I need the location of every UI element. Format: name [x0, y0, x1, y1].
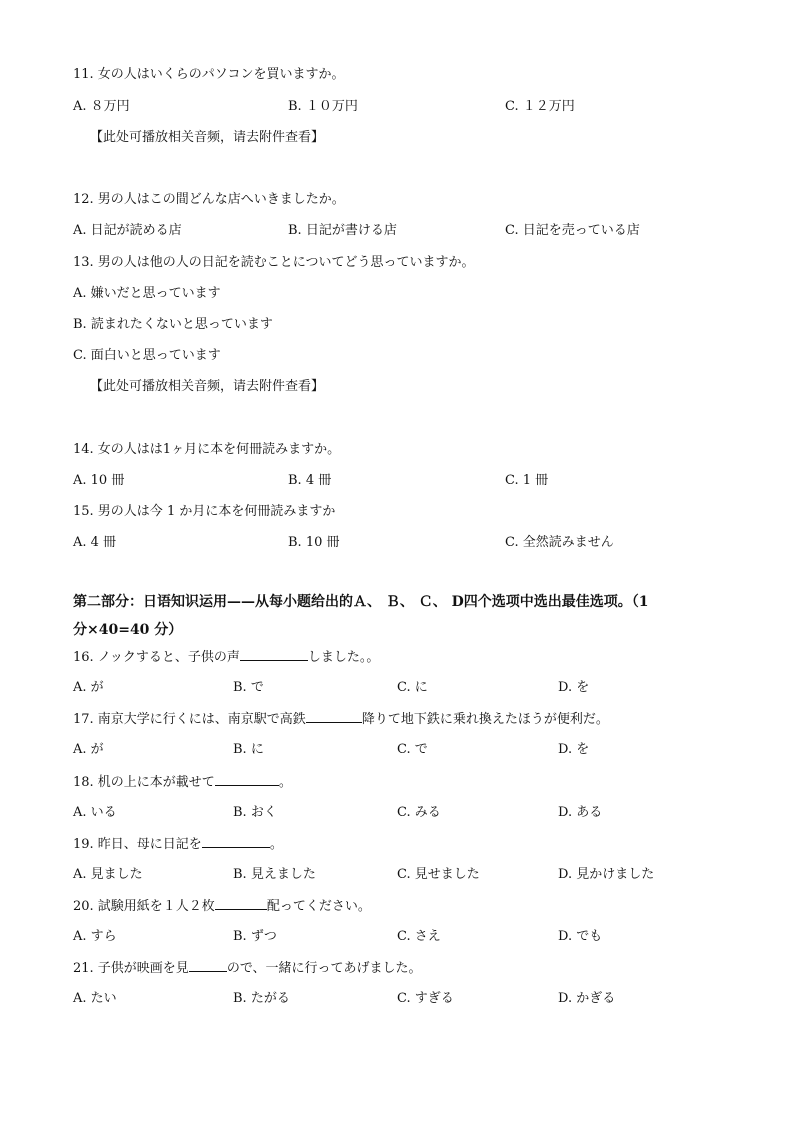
- question-text: 18. 机の上に本が載せて: [73, 775, 215, 790]
- question-text: 。: [269, 837, 283, 852]
- option-c: C. 面白いと思っています: [73, 348, 221, 363]
- question-text: 配ってください。: [266, 899, 371, 914]
- answer-blank: [240, 648, 308, 661]
- question-11: 11. 女の人はいくらのパソコンを買いますか。: [73, 67, 345, 82]
- section-heading-line1: 第二部分：日语知识运用——从每小题给出的Ａ、 Ｂ、 Ｃ、 D四个选项中选出最佳选项。（1: [73, 594, 649, 610]
- answer-blank: [306, 710, 362, 723]
- option-c: C. 全然読みません: [505, 535, 614, 550]
- option-c: C. さえ: [397, 929, 441, 944]
- option-b: B. 見えました: [233, 867, 316, 882]
- question-text: 19. 昨日、母に日記を: [73, 837, 202, 852]
- option-d: D. 見かけました: [558, 867, 655, 882]
- audio-note: 【此处可播放相关音频，请去附件查看】: [90, 130, 325, 145]
- option-c: C. みる: [397, 805, 441, 820]
- option-a: A. いる: [73, 805, 117, 820]
- option-a: A. が: [73, 680, 104, 695]
- option-b: B. で: [233, 680, 264, 695]
- question-text: 。: [278, 775, 292, 790]
- question-19: [73, 835, 283, 854]
- option-c: C. １２万円: [505, 99, 575, 114]
- answer-blank: [215, 897, 267, 910]
- option-c: C. 見せました: [397, 867, 480, 882]
- question-text: 16. ノックすると、子供の声: [73, 650, 240, 665]
- question-text: 17. 南京大学に行くには、南京駅で高鉄: [73, 712, 306, 727]
- option-b: B. 10 冊: [288, 535, 340, 550]
- option-b: B. 日記が書ける店: [288, 223, 397, 238]
- option-a: A. すら: [73, 929, 117, 944]
- option-a: A. 10 冊: [73, 473, 125, 488]
- section-heading-line2: 分×40=40 分）: [73, 622, 183, 638]
- option-a: A. 見ました: [73, 867, 143, 882]
- option-c: C. 1 冊: [505, 473, 549, 488]
- answer-blank: [215, 773, 279, 786]
- option-b: B. に: [233, 742, 264, 757]
- answer-blank: [189, 959, 227, 972]
- option-c: C. に: [397, 680, 428, 695]
- question-18: [73, 773, 292, 792]
- question-17: [73, 710, 609, 729]
- question-16: [73, 648, 379, 667]
- option-a: A. たい: [73, 991, 117, 1006]
- question-text: 降りて地下鉄に乗れ換えたほうが便利だ。: [361, 712, 609, 727]
- option-b: B. おく: [233, 805, 277, 820]
- question-text: 20. 試験用紙を１人２枚: [73, 899, 215, 914]
- question-21: [73, 959, 422, 978]
- question-15: 15. 男の人は今 1 か月に本を何冊読みますか: [73, 504, 336, 519]
- question-14: 14. 女の人はは1ヶ月に本を何冊読みますか。: [73, 442, 341, 457]
- option-d: D. かぎる: [558, 991, 616, 1006]
- question-text: ので、一緒に行ってあげました。: [226, 961, 422, 976]
- option-d: D. でも: [558, 929, 603, 944]
- option-a: A. 日記が読める店: [73, 223, 182, 238]
- option-d: D. ある: [558, 805, 603, 820]
- option-b: B. たがる: [233, 991, 290, 1006]
- question-text: 21. 子供が映画を見: [73, 961, 189, 976]
- option-a: A. が: [73, 742, 104, 757]
- question-13: 13. 男の人は他の人の日記を読むことについてどう思っていますか。: [73, 255, 475, 270]
- option-a: A. 嫌いだと思っています: [73, 286, 221, 301]
- option-a: A. ８万円: [73, 99, 130, 114]
- option-d: D. を: [558, 680, 590, 695]
- question-20: [73, 897, 371, 916]
- question-12: 12. 男の人はこの間どんな店へいきましたか。: [73, 192, 345, 207]
- option-b: B. ずつ: [233, 929, 277, 944]
- option-d: D. を: [558, 742, 590, 757]
- option-c: C. 日記を売っている店: [505, 223, 640, 238]
- option-c: C. で: [397, 742, 428, 757]
- option-b: B. １０万円: [288, 99, 358, 114]
- audio-note: 【此处可播放相关音频，请去附件查看】: [90, 379, 325, 394]
- option-a: A. 4 冊: [73, 535, 117, 550]
- answer-blank: [202, 835, 270, 848]
- option-b: B. 読まれたくないと思っています: [73, 317, 273, 332]
- question-text: しました。。: [307, 650, 380, 665]
- section-heading: [73, 588, 733, 644]
- option-b: B. 4 冊: [288, 473, 332, 488]
- option-c: C. すぎる: [397, 991, 454, 1006]
